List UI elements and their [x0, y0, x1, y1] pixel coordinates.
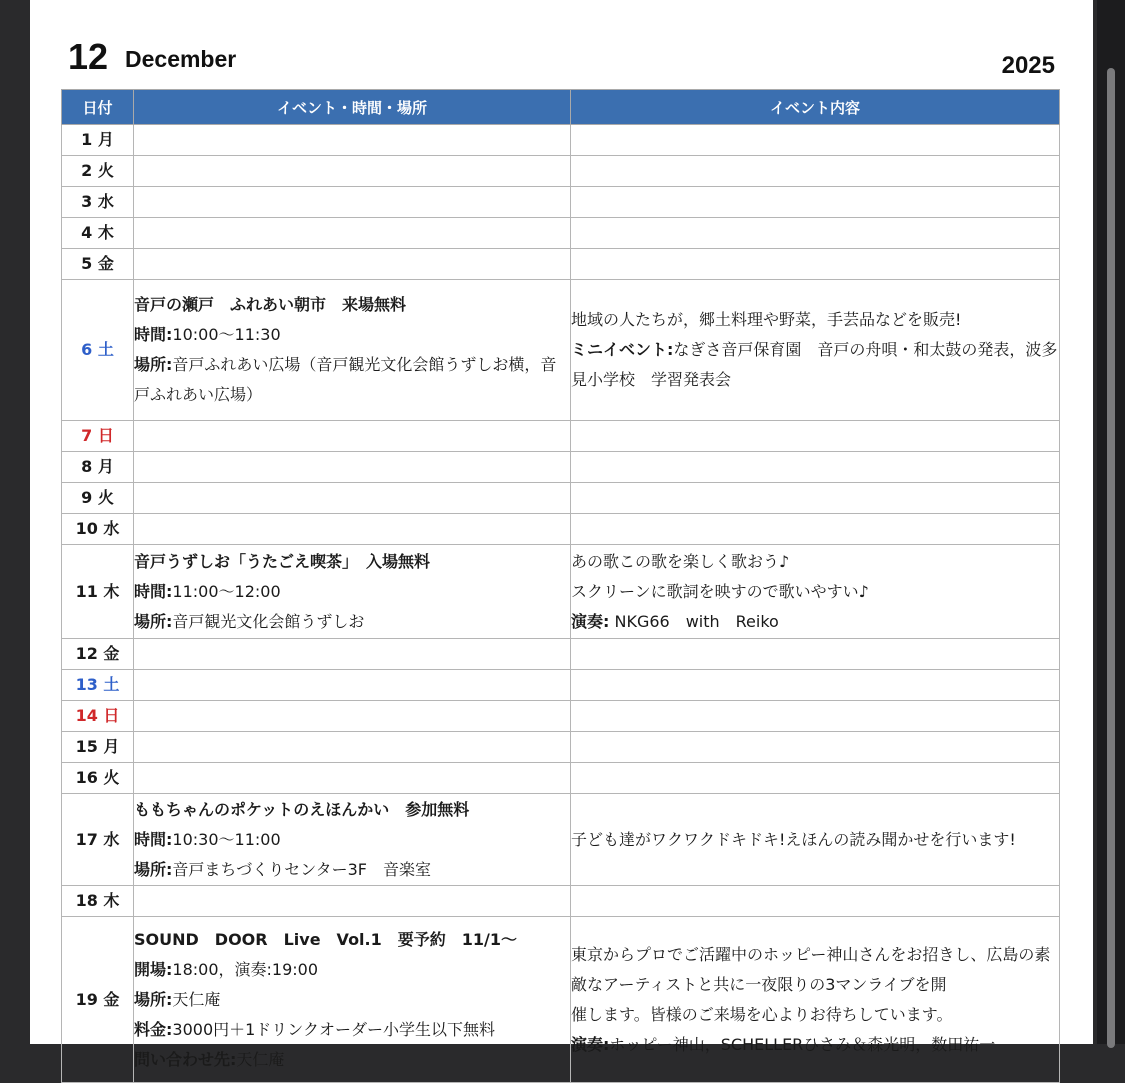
date-cell: 15 月 [62, 732, 134, 763]
content-cell [571, 218, 1060, 249]
event-calendar-table [61, 89, 1060, 1083]
event-title: 音戸うずしお「うたごえ喫茶」 入場無料 [134, 551, 431, 571]
date-cell: 8 月 [62, 452, 134, 483]
place-label: 場所: [134, 859, 173, 879]
content-cell [571, 886, 1060, 917]
document-page [30, 0, 1093, 1069]
performer-label: 演奏: [571, 1034, 610, 1054]
event-cell [134, 280, 571, 421]
content-cell [571, 545, 1060, 639]
event-cell [134, 639, 571, 670]
content-line: あの歌この歌を楽しく歌おう♪ [571, 551, 790, 571]
place-label: 場所: [134, 611, 173, 631]
event-place: 音戸ふれあい広場（音戸観光文化会館うずしお横，音戸ふれあい広場） [134, 355, 557, 404]
table-row-event [62, 917, 1060, 1083]
event-title: SOUND DOOR Live Vol.1 要予約 11/1～ [134, 929, 517, 949]
table-row [62, 156, 1060, 187]
content-line: 催します。皆様のご来場を心よりお待ちしています。 [571, 1004, 953, 1024]
date-cell: 5 金 [62, 249, 134, 280]
event-cell [134, 452, 571, 483]
content-line: 地域の人たちが，郷土料理や野菜，手芸品などを販売! [571, 310, 962, 329]
table-row-event [62, 545, 1060, 639]
header-content: イベント内容 [571, 90, 1060, 125]
event-fee: 3000円＋1ドリンクオーダー小学生以下無料 [172, 1019, 495, 1039]
table-row [62, 732, 1060, 763]
header-event: イベント・時間・場所 [134, 90, 571, 125]
open-label: 開場: [134, 959, 173, 979]
table-row [62, 670, 1060, 701]
content-cell [571, 421, 1060, 452]
content-cell [571, 639, 1060, 670]
performer-value: ホッピー神山，SCHELLERひさみ＆森光明，数田祐一 [609, 1034, 996, 1054]
date-cell: 11 木 [62, 545, 134, 639]
table-row [62, 763, 1060, 794]
table-header-row [62, 90, 1060, 125]
content-cell [571, 763, 1060, 794]
event-time: 10:30～11:00 [172, 829, 281, 849]
content-cell [571, 514, 1060, 545]
table-row-event [62, 794, 1060, 886]
date-cell: 13 土 [62, 670, 134, 701]
content-line: 東京からプロでご活躍中のホッピー神山さんをお招きし、広島の素敵なアーティストと共に一夜限りの3マンライブを開 [571, 944, 1051, 994]
event-place: 音戸まちづくりセンター3F 音楽室 [172, 859, 431, 879]
time-label: 時間: [134, 581, 173, 601]
event-time: 10:00～11:30 [172, 325, 281, 344]
content-cell [571, 125, 1060, 156]
scrollbar-thumb[interactable] [1107, 68, 1115, 1048]
date-cell: 10 水 [62, 514, 134, 545]
table-row [62, 187, 1060, 218]
content-cell [571, 187, 1060, 218]
table-row [62, 249, 1060, 280]
event-contact: 天仁庵 [236, 1049, 285, 1069]
date-cell: 12 金 [62, 639, 134, 670]
date-cell: 17 水 [62, 794, 134, 886]
content-cell [571, 732, 1060, 763]
event-cell [134, 218, 571, 249]
table-row [62, 125, 1060, 156]
table-row [62, 452, 1060, 483]
performer-label: 演奏: [571, 611, 610, 631]
event-cell [134, 156, 571, 187]
date-cell: 14 日 [62, 701, 134, 732]
event-cell [134, 187, 571, 218]
date-cell: 4 木 [62, 218, 134, 249]
content-cell [571, 280, 1060, 421]
date-cell: 6 土 [62, 280, 134, 421]
table-row [62, 701, 1060, 732]
contact-label: 問い合わせ先: [134, 1049, 237, 1069]
content-cell [571, 483, 1060, 514]
table-row [62, 483, 1060, 514]
date-cell: 18 木 [62, 886, 134, 917]
place-label: 場所: [134, 989, 173, 1009]
event-cell [134, 886, 571, 917]
content-cell [571, 701, 1060, 732]
date-cell: 19 金 [62, 917, 134, 1083]
table-row [62, 514, 1060, 545]
event-cell [134, 514, 571, 545]
event-cell [134, 794, 571, 886]
event-cell [134, 483, 571, 514]
fee-label: 料金: [134, 1019, 173, 1039]
content-cell [571, 452, 1060, 483]
event-place: 音戸観光文化会館うずしお [172, 611, 365, 631]
event-cell [134, 249, 571, 280]
event-place: 天仁庵 [172, 989, 221, 1009]
header-month: December [125, 46, 237, 72]
content-line: 子ども達がワクワクドキドキ!えほんの読み聞かせを行います! [571, 829, 1016, 849]
time-label: 時間: [134, 829, 173, 849]
table-row [62, 639, 1060, 670]
table-row-event [62, 280, 1060, 421]
event-title: 音戸の瀬戸 ふれあい朝市 来場無料 [134, 295, 407, 314]
content-cell [571, 794, 1060, 886]
event-cell [134, 125, 571, 156]
content-cell [571, 156, 1060, 187]
performer-value: NKG66 with Reiko [609, 611, 779, 631]
event-title: ももちゃんのポケットのえほんかい 参加無料 [134, 799, 470, 819]
time-label: 時間: [134, 325, 173, 344]
content-line: なぎさ音戸保育園 音戸の舟唄・和太鼓の発表，波多見小学校 学習発表会 [571, 340, 1058, 389]
event-cell [134, 763, 571, 794]
date-cell: 3 水 [62, 187, 134, 218]
content-cell [571, 670, 1060, 701]
event-cell [134, 701, 571, 732]
header-day: 12 [68, 36, 109, 77]
event-cell [134, 732, 571, 763]
header-date: 日付 [62, 90, 134, 125]
header-year: 2025 [1001, 52, 1055, 79]
event-cell [134, 670, 571, 701]
date-cell: 7 日 [62, 421, 134, 452]
content-cell [571, 917, 1060, 1083]
table-row [62, 886, 1060, 917]
date-cell: 1 月 [62, 125, 134, 156]
table-row [62, 421, 1060, 452]
event-cell [134, 421, 571, 452]
content-line: スクリーンに歌詞を映すので歌いやすい♪ [571, 581, 869, 601]
date-cell: 9 火 [62, 483, 134, 514]
mini-event-label: ミニイベント: [571, 340, 674, 359]
event-cell [134, 917, 571, 1083]
date-cell: 16 火 [62, 763, 134, 794]
table-row [62, 218, 1060, 249]
date-cell: 2 火 [62, 156, 134, 187]
content-cell [571, 249, 1060, 280]
event-cell [134, 545, 571, 639]
event-time: 11:00～12:00 [172, 581, 281, 601]
place-label: 場所: [134, 355, 173, 374]
event-open-time: 18:00，演奏:19:00 [172, 959, 319, 979]
